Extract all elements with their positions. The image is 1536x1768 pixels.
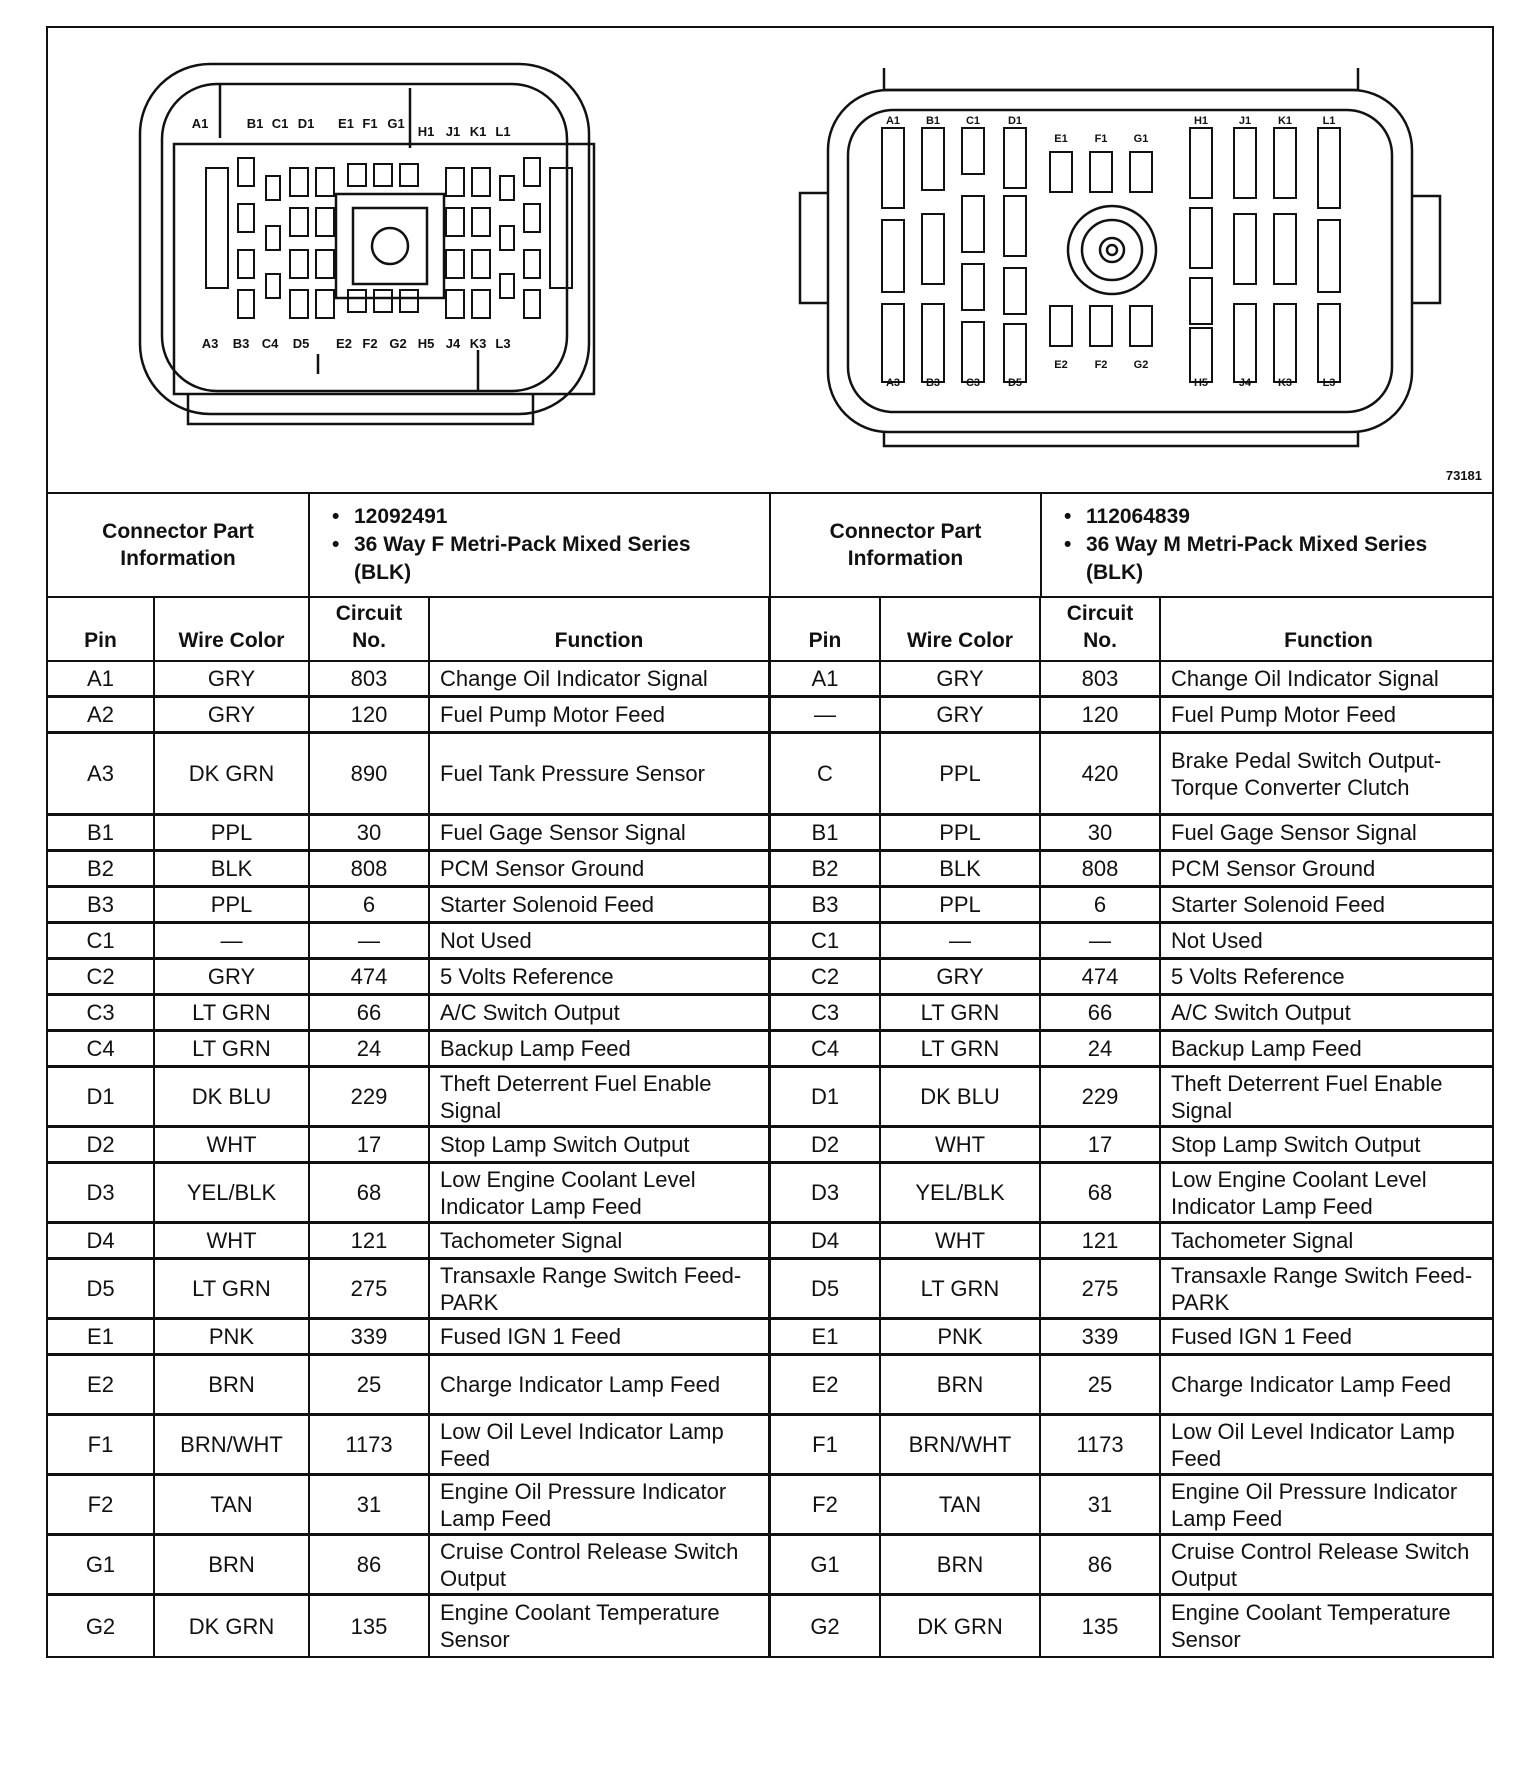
male-pin-label: B3 <box>925 377 941 389</box>
right-wire-color-cell: BRN/WHT <box>881 1416 1041 1473</box>
left-pin-cell: G1 <box>48 1536 155 1593</box>
female-pin-label: C1 <box>271 116 289 131</box>
right-circuit-cell: 229 <box>1041 1068 1161 1125</box>
left-wire-color-cell: LT GRN <box>155 1032 310 1065</box>
connector-diagram-panel <box>46 26 1494 492</box>
left-wire-color-cell: — <box>155 924 310 957</box>
left-circuit-cell: 66 <box>310 996 430 1029</box>
male-pin-label: J1 <box>1238 115 1252 127</box>
right-pin-cell: B1 <box>771 816 881 849</box>
right-function-cell: Not Used <box>1171 928 1263 953</box>
right-function-cell: Fused IGN 1 Feed <box>1171 1324 1352 1349</box>
male-pin-label: F2 <box>1094 359 1108 371</box>
left-function-cell: A/C Switch Output <box>430 996 771 1029</box>
male-pin-label: B1 <box>925 115 941 127</box>
right-circuit-cell: 474 <box>1041 960 1161 993</box>
connector-sheet <box>46 26 1494 1761</box>
pinout-table <box>46 662 1494 1658</box>
female-pin-label: J1 <box>445 124 461 139</box>
left-function-cell: Fused IGN 1 Feed <box>430 1320 771 1353</box>
male-pin-label: A3 <box>885 377 901 389</box>
left-wire-color-cell: BRN <box>155 1536 310 1593</box>
right-pin-cell: D2 <box>771 1128 881 1161</box>
left-pin-cell: B1 <box>48 816 155 849</box>
left-circuit-cell: 121 <box>310 1224 430 1257</box>
table-row <box>48 1032 1492 1068</box>
col-header-pin: Pin <box>771 596 881 660</box>
figure-id: 73181 <box>1445 468 1482 483</box>
right-wire-color-cell: GRY <box>881 662 1041 695</box>
right-circuit-cell: 17 <box>1041 1128 1161 1161</box>
left-circuit-cell: 339 <box>310 1320 430 1353</box>
right-circuit-cell: 25 <box>1041 1356 1161 1413</box>
table-row <box>48 1068 1492 1128</box>
left-circuit-cell: — <box>310 924 430 957</box>
table-row <box>48 1536 1492 1596</box>
right-part-number: • 112064839 <box>1086 503 1496 531</box>
col-header-function: Function <box>430 596 771 660</box>
left-circuit-cell: 474 <box>310 960 430 993</box>
right-wire-color-cell: TAN <box>881 1476 1041 1533</box>
right-circuit-cell: 275 <box>1041 1260 1161 1317</box>
right-pin-cell: F2 <box>771 1476 881 1533</box>
table-row <box>48 734 1492 816</box>
left-wire-color-cell: GRY <box>155 698 310 731</box>
right-wire-color-cell: LT GRN <box>881 1032 1041 1065</box>
right-pin-cell: — <box>771 698 881 731</box>
right-pin-cell: D4 <box>771 1224 881 1257</box>
table-row <box>48 1224 1492 1260</box>
female-pin-label: K3 <box>469 336 487 351</box>
left-wire-color-cell: WHT <box>155 1128 310 1161</box>
right-circuit-cell: 420 <box>1041 734 1161 813</box>
male-pin-label: A1 <box>885 115 901 127</box>
right-pin-cell: F1 <box>771 1416 881 1473</box>
female-pin-label: G1 <box>387 116 405 131</box>
left-circuit-cell: 17 <box>310 1128 430 1161</box>
right-function-cell: A/C Switch Output <box>1171 1000 1351 1025</box>
left-pin-cell: D4 <box>48 1224 155 1257</box>
right-wire-color-cell: PNK <box>881 1320 1041 1353</box>
table-row <box>48 1416 1492 1476</box>
table-row <box>48 662 1492 698</box>
left-part-description: • 36 Way F Metri-Pack Mixed Series (BLK) <box>354 531 769 587</box>
left-function-cell: Backup Lamp Feed <box>430 1032 771 1065</box>
right-circuit-cell: 68 <box>1041 1164 1161 1221</box>
left-pin-cell: A1 <box>48 662 155 695</box>
left-pin-cell: C1 <box>48 924 155 957</box>
male-pin-label: C3 <box>965 377 981 389</box>
left-function-cell: Engine Coolant Temperature Sensor <box>430 1596 771 1656</box>
male-pin-label: G2 <box>1133 359 1149 371</box>
male-pin-label: H5 <box>1193 377 1209 389</box>
left-pin-cell: G2 <box>48 1596 155 1656</box>
right-pin-cell: C3 <box>771 996 881 1029</box>
female-pin-label: K1 <box>469 124 487 139</box>
connector-diagram <box>48 28 1496 494</box>
left-circuit-cell: 1173 <box>310 1416 430 1473</box>
left-circuit-cell: 803 <box>310 662 430 695</box>
table-row <box>48 1164 1492 1224</box>
left-circuit-cell: 25 <box>310 1356 430 1413</box>
table-row <box>48 1128 1492 1164</box>
right-wire-color-cell: BRN <box>881 1356 1041 1413</box>
right-circuit-cell: 121 <box>1041 1224 1161 1257</box>
left-function-cell: Transaxle Range Switch Feed-PARK <box>430 1260 771 1317</box>
right-part-description: • 36 Way M Metri-Pack Mixed Series (BLK) <box>1086 531 1496 587</box>
male-pin-label: E1 <box>1054 133 1068 145</box>
table-row <box>48 1476 1492 1536</box>
left-wire-color-cell: PPL <box>155 816 310 849</box>
female-pin-label: B1 <box>246 116 264 131</box>
left-pin-cell: D1 <box>48 1068 155 1125</box>
col-header-wire-color: Wire Color <box>155 596 310 660</box>
right-function-cell: Low Engine Coolant Level Indicator Lamp Feed <box>1171 1166 1427 1219</box>
right-circuit-cell: 1173 <box>1041 1416 1161 1473</box>
part-info-header <box>46 492 1494 598</box>
left-circuit-cell: 808 <box>310 852 430 885</box>
right-pin-cell: D5 <box>771 1260 881 1317</box>
left-pin-cell: D2 <box>48 1128 155 1161</box>
male-pin-label: G1 <box>1133 133 1149 145</box>
right-pin-cell: C1 <box>771 924 881 957</box>
left-part-info <box>310 494 771 596</box>
left-pin-cell: B3 <box>48 888 155 921</box>
right-function-cell: Backup Lamp Feed <box>1171 1036 1362 1061</box>
right-circuit-cell: 339 <box>1041 1320 1161 1353</box>
table-row <box>48 924 1492 960</box>
male-pin-label: K3 <box>1277 377 1293 389</box>
left-function-cell: Stop Lamp Switch Output <box>430 1128 771 1161</box>
left-function-cell: Low Engine Coolant Level Indicator Lamp Feed <box>430 1164 771 1221</box>
left-function-cell: Fuel Tank Pressure Sensor <box>430 734 771 813</box>
col-header-function: Function <box>1284 629 1373 652</box>
table-row <box>48 888 1492 924</box>
right-circuit-cell: 24 <box>1041 1032 1161 1065</box>
right-circuit-cell: — <box>1041 924 1161 957</box>
left-function-cell: Fuel Gage Sensor Signal <box>430 816 771 849</box>
left-circuit-cell: 6 <box>310 888 430 921</box>
left-wire-color-cell: GRY <box>155 960 310 993</box>
right-pin-cell: C <box>771 734 881 813</box>
right-circuit-cell: 803 <box>1041 662 1161 695</box>
left-circuit-cell: 86 <box>310 1536 430 1593</box>
left-wire-color-cell: PNK <box>155 1320 310 1353</box>
right-wire-color-cell: DK BLU <box>881 1068 1041 1125</box>
left-function-cell: Change Oil Indicator Signal <box>430 662 771 695</box>
table-row <box>48 816 1492 852</box>
right-function-cell: Fuel Pump Motor Feed <box>1171 702 1396 727</box>
female-pin-label: E2 <box>336 336 352 351</box>
table-row <box>48 996 1492 1032</box>
left-circuit-cell: 31 <box>310 1476 430 1533</box>
left-pin-cell: F1 <box>48 1416 155 1473</box>
right-wire-color-cell: BRN <box>881 1536 1041 1593</box>
right-pin-cell: C4 <box>771 1032 881 1065</box>
left-function-cell: PCM Sensor Ground <box>430 852 771 885</box>
male-pin-label: J4 <box>1238 377 1252 389</box>
right-function-cell: Starter Solenoid Feed <box>1171 892 1386 917</box>
right-function-cell: Change Oil Indicator Signal <box>1171 666 1439 691</box>
right-pin-cell: G2 <box>771 1596 881 1656</box>
table-row <box>48 960 1492 996</box>
female-pin-label: A3 <box>201 336 219 351</box>
female-pin-label: L3 <box>495 336 511 351</box>
left-pin-cell: A3 <box>48 734 155 813</box>
left-pin-cell: D5 <box>48 1260 155 1317</box>
right-pin-cell: D3 <box>771 1164 881 1221</box>
left-info-label: Connector Part Information <box>48 494 310 596</box>
right-circuit-cell: 808 <box>1041 852 1161 885</box>
left-circuit-cell: 30 <box>310 816 430 849</box>
female-pin-label: A1 <box>191 116 209 131</box>
right-wire-color-cell: — <box>881 924 1041 957</box>
table-row <box>48 1320 1492 1356</box>
left-function-cell: Cruise Control Release Switch Output <box>430 1536 771 1593</box>
left-function-cell: Fuel Pump Motor Feed <box>430 698 771 731</box>
right-circuit-cell: 120 <box>1041 698 1161 731</box>
left-wire-color-cell: PPL <box>155 888 310 921</box>
right-function-cell: Low Oil Level Indicator Lamp Feed <box>1171 1418 1455 1471</box>
left-wire-color-cell: BRN <box>155 1356 310 1413</box>
left-function-cell: Charge Indicator Lamp Feed <box>430 1356 771 1413</box>
right-wire-color-cell: BLK <box>881 852 1041 885</box>
col-header-circuit: Circuit No. <box>310 596 430 660</box>
right-function-cell: Transaxle Range Switch Feed-PARK <box>1171 1262 1473 1315</box>
right-wire-color-cell: PPL <box>881 734 1041 813</box>
right-function-cell: Engine Coolant Temperature Sensor <box>1171 1600 1451 1652</box>
right-part-info <box>1042 494 1496 596</box>
left-part-number: • 12092491 <box>354 503 769 531</box>
left-pin-cell: E2 <box>48 1356 155 1413</box>
right-function-cell: Engine Oil Pressure Indicator Lamp Feed <box>1171 1478 1458 1531</box>
left-pin-cell: F2 <box>48 1476 155 1533</box>
left-wire-color-cell: YEL/BLK <box>155 1164 310 1221</box>
right-wire-color-cell: GRY <box>881 698 1041 731</box>
column-header-row <box>46 596 1494 662</box>
left-circuit-cell: 68 <box>310 1164 430 1221</box>
right-pin-cell: D1 <box>771 1068 881 1125</box>
left-wire-color-cell: DK GRN <box>155 734 310 813</box>
left-circuit-cell: 24 <box>310 1032 430 1065</box>
right-circuit-cell: 135 <box>1041 1596 1161 1656</box>
female-pin-label: F1 <box>362 116 378 131</box>
right-function-cell: Fuel Gage Sensor Signal <box>1171 820 1417 845</box>
right-wire-color-cell: PPL <box>881 888 1041 921</box>
male-pin-label: H1 <box>1193 115 1209 127</box>
right-function-cell: 5 Volts Reference <box>1171 964 1345 989</box>
male-pin-label: F1 <box>1094 133 1108 145</box>
right-function-cell: Cruise Control Release Switch Output <box>1171 1538 1470 1591</box>
female-pin-label: J4 <box>445 336 461 351</box>
right-wire-color-cell: PPL <box>881 816 1041 849</box>
male-pin-label: L3 <box>1322 377 1336 389</box>
left-function-cell: Not Used <box>430 924 771 957</box>
col-header-wire-color: Wire Color <box>881 596 1041 660</box>
right-wire-color-cell: GRY <box>881 960 1041 993</box>
right-pin-cell: B2 <box>771 852 881 885</box>
female-pin-label: G2 <box>389 336 407 351</box>
right-pin-cell: A1 <box>771 662 881 695</box>
male-pin-label: L1 <box>1322 115 1336 127</box>
left-function-cell: Tachometer Signal <box>430 1224 771 1257</box>
left-pin-cell: E1 <box>48 1320 155 1353</box>
left-function-cell: 5 Volts Reference <box>430 960 771 993</box>
left-function-cell: Starter Solenoid Feed <box>430 888 771 921</box>
female-pin-label: D5 <box>292 336 310 351</box>
female-pin-label: D1 <box>297 116 315 131</box>
table-row <box>48 1260 1492 1320</box>
left-pin-cell: C2 <box>48 960 155 993</box>
female-pin-label: C4 <box>261 336 279 351</box>
table-row <box>48 1596 1492 1656</box>
left-wire-color-cell: BRN/WHT <box>155 1416 310 1473</box>
left-circuit-cell: 120 <box>310 698 430 731</box>
left-wire-color-cell: BLK <box>155 852 310 885</box>
right-function-cell: Tachometer Signal <box>1171 1228 1354 1253</box>
right-wire-color-cell: DK GRN <box>881 1596 1041 1656</box>
right-function-cell: Stop Lamp Switch Output <box>1171 1132 1421 1157</box>
male-pin-label: E2 <box>1054 359 1068 371</box>
female-pin-label: L1 <box>495 124 511 139</box>
male-pin-label: C1 <box>965 115 981 127</box>
male-pin-label: K1 <box>1277 115 1293 127</box>
table-row <box>48 852 1492 888</box>
left-pin-cell: D3 <box>48 1164 155 1221</box>
female-pin-label: E1 <box>338 116 354 131</box>
female-pin-label: H1 <box>417 124 435 139</box>
right-circuit-cell: 30 <box>1041 816 1161 849</box>
left-wire-color-cell: LT GRN <box>155 1260 310 1317</box>
right-pin-cell: C2 <box>771 960 881 993</box>
left-circuit-cell: 229 <box>310 1068 430 1125</box>
right-wire-color-cell: WHT <box>881 1128 1041 1161</box>
left-circuit-cell: 135 <box>310 1596 430 1656</box>
right-circuit-cell: 31 <box>1041 1476 1161 1533</box>
left-wire-color-cell: GRY <box>155 662 310 695</box>
left-function-cell: Low Oil Level Indicator Lamp Feed <box>430 1416 771 1473</box>
right-function-cell: Brake Pedal Switch Output-Torque Converter Clutch <box>1171 747 1442 800</box>
right-wire-color-cell: WHT <box>881 1224 1041 1257</box>
right-pin-cell: B3 <box>771 888 881 921</box>
right-circuit-cell: 86 <box>1041 1536 1161 1593</box>
col-header-circuit: Circuit No. <box>1041 596 1161 660</box>
right-circuit-cell: 6 <box>1041 888 1161 921</box>
left-pin-cell: C3 <box>48 996 155 1029</box>
left-wire-color-cell: DK BLU <box>155 1068 310 1125</box>
right-wire-color-cell: YEL/BLK <box>881 1164 1041 1221</box>
male-pin-label: D5 <box>1007 377 1023 389</box>
right-wire-color-cell: LT GRN <box>881 996 1041 1029</box>
col-header-pin: Pin <box>48 596 155 660</box>
left-pin-cell: A2 <box>48 698 155 731</box>
left-pin-cell: C4 <box>48 1032 155 1065</box>
left-wire-color-cell: DK GRN <box>155 1596 310 1656</box>
right-pin-cell: E1 <box>771 1320 881 1353</box>
left-function-cell: Engine Oil Pressure Indicator Lamp Feed <box>430 1476 771 1533</box>
right-circuit-cell: 66 <box>1041 996 1161 1029</box>
right-wire-color-cell: LT GRN <box>881 1260 1041 1317</box>
right-function-cell: Charge Indicator Lamp Feed <box>1171 1372 1452 1397</box>
right-function-cell: Theft Deterrent Fuel Enable Signal <box>1171 1070 1443 1123</box>
male-pin-label: D1 <box>1007 115 1023 127</box>
right-pin-cell: G1 <box>771 1536 881 1593</box>
right-function-cell: PCM Sensor Ground <box>1171 856 1376 881</box>
left-wire-color-cell: TAN <box>155 1476 310 1533</box>
left-wire-color-cell: LT GRN <box>155 996 310 1029</box>
left-function-cell: Theft Deterrent Fuel Enable Signal <box>430 1068 771 1125</box>
left-wire-color-cell: WHT <box>155 1224 310 1257</box>
right-info-label: Connector Part Information <box>771 494 1042 596</box>
female-pin-label: H5 <box>417 336 435 351</box>
table-row <box>48 1356 1492 1416</box>
right-pin-cell: E2 <box>771 1356 881 1413</box>
left-circuit-cell: 890 <box>310 734 430 813</box>
female-pin-label: F2 <box>362 336 378 351</box>
left-circuit-cell: 275 <box>310 1260 430 1317</box>
table-row <box>48 698 1492 734</box>
female-pin-label: B3 <box>232 336 250 351</box>
left-pin-cell: B2 <box>48 852 155 885</box>
